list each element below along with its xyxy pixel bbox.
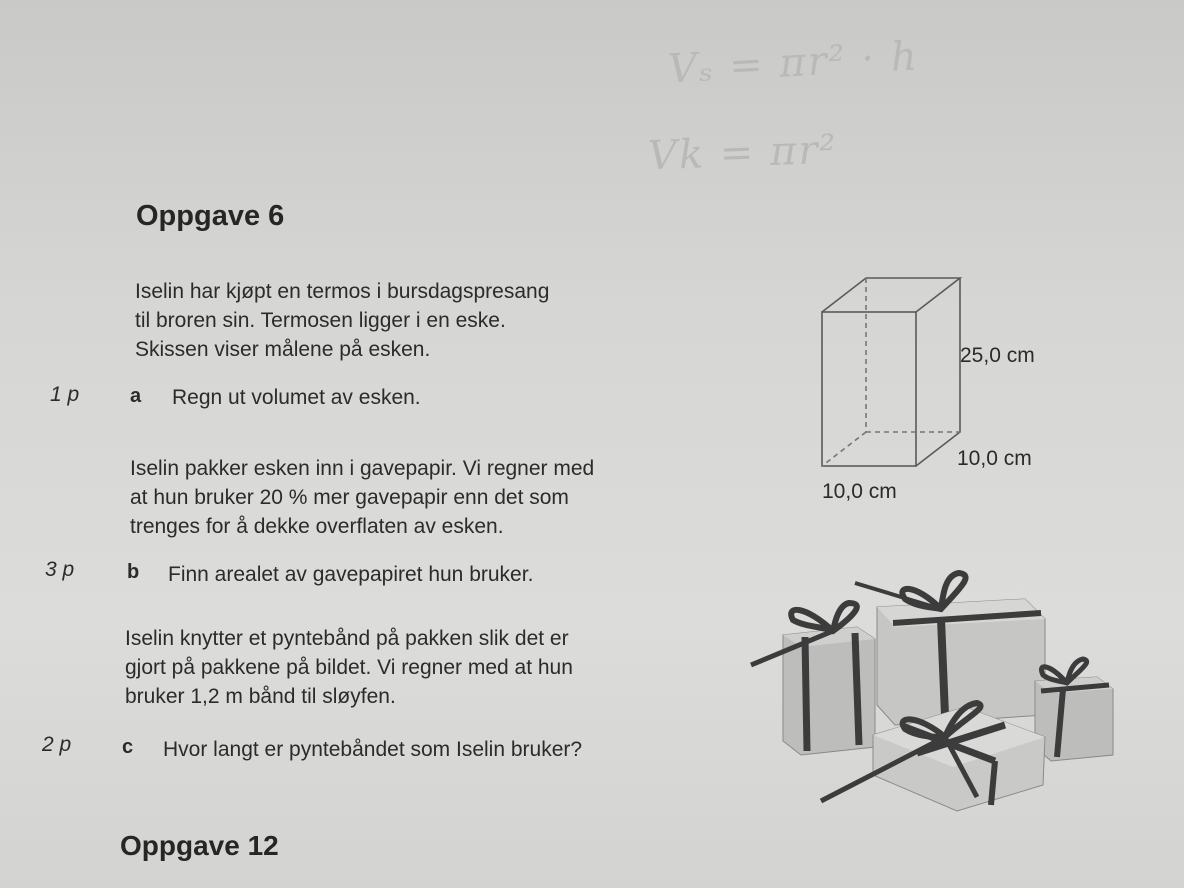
- pencil-note-1: Vₛ = πr² · h: [666, 33, 920, 93]
- gift-box-large-back: [855, 573, 1045, 725]
- box-height-label: 25,0 cm: [960, 344, 1035, 367]
- intro-text: [135, 277, 549, 364]
- box-front-face: [822, 312, 916, 466]
- paragraph-b-line-1: Iselin pakker esken inn i gavepapir. Vi regner med: [130, 457, 595, 480]
- question-a-text: Regn ut volumet av esken.: [172, 386, 421, 409]
- pencil-note-2: Vk = πr²: [647, 126, 839, 180]
- box-top-face: [822, 278, 960, 312]
- points-a: 1 p: [50, 383, 80, 406]
- intro-line-3: Skissen viser målene på esken.: [135, 338, 431, 361]
- intro-line-2: til broren sin. Termosen ligger i en eske.: [135, 309, 506, 332]
- intro-line-1: Iselin har kjøpt en termos i bursdagspresang: [135, 280, 550, 303]
- question-a-letter: a: [130, 385, 142, 407]
- box-hidden-edges: [822, 278, 960, 466]
- paragraph-c-line-1: Iselin knytter et pyntebånd på pakken slik det er: [125, 627, 569, 650]
- points-c: 2 p: [42, 733, 72, 756]
- paragraph-b: [130, 454, 594, 541]
- task-heading: Oppgave 6: [136, 200, 285, 232]
- box-width-label: 10,0 cm: [822, 480, 897, 503]
- paragraph-c-line-2: gjort på pakkene på bildet. Vi regner med at hun: [125, 656, 573, 679]
- gift-box-tall-left: [751, 603, 875, 755]
- next-task-heading: Oppgave 12: [120, 830, 279, 861]
- gift-box-small-right: [1035, 659, 1113, 761]
- paragraph-c-line-3: bruker 1,2 m bånd til sløyfen.: [125, 685, 396, 708]
- paragraph-c: [125, 624, 573, 711]
- points-b: 3 p: [45, 558, 75, 581]
- question-b-text: Finn arealet av gavepapiret hun bruker.: [168, 563, 534, 586]
- paragraph-b-line-3: trenges for å dekke overflaten av esken.: [130, 515, 504, 538]
- box-depth-label: 10,0 cm: [957, 447, 1032, 470]
- paragraph-b-line-2: at hun bruker 20 % mer gavepapir enn det som: [130, 486, 569, 509]
- gift-boxes-illustration: [745, 565, 1145, 835]
- question-c-text: Hvor langt er pyntebåndet som Iselin bruker?: [163, 738, 583, 761]
- question-c-letter: c: [122, 736, 134, 758]
- question-b-letter: b: [127, 561, 140, 583]
